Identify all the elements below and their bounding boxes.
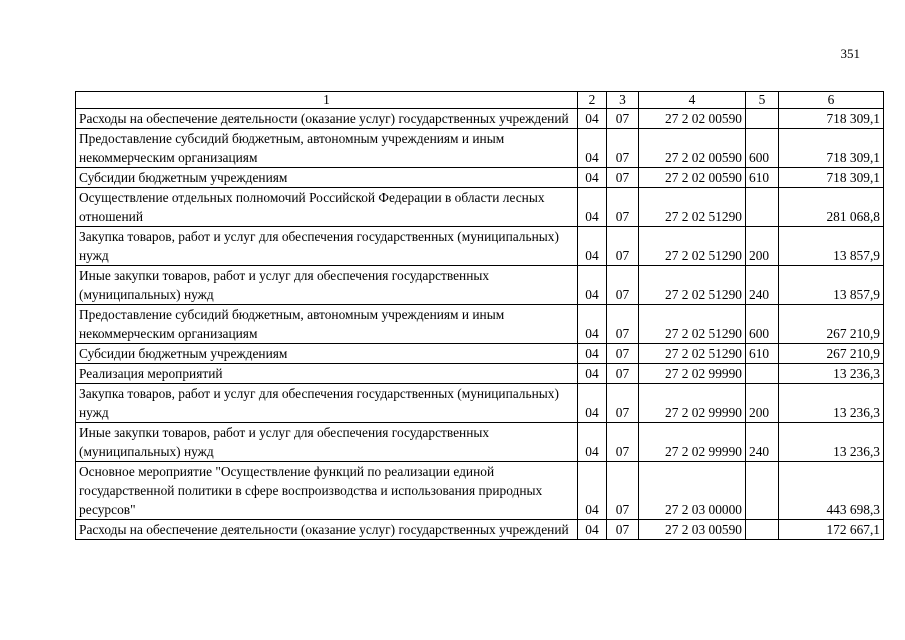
row-name-cell: Закупка товаров, работ и услуг для обеспечения государственных (муниципальных) нужд — [76, 227, 578, 266]
row-name-cell: Предоставление субсидий бюджетным, автономным учреждениям и иным некоммерческим организациям — [76, 305, 578, 344]
row-target-article-cell: 27 2 03 00590 — [639, 520, 746, 540]
header-col-3: 3 — [607, 92, 639, 109]
row-section-cell: 04 — [578, 109, 607, 129]
row-name-cell: Закупка товаров, работ и услуг для обеспечения государственных (муниципальных) нужд — [76, 384, 578, 423]
row-subsection-cell: 07 — [607, 188, 639, 227]
row-section-cell: 04 — [578, 168, 607, 188]
row-amount-cell: 13 857,9 — [779, 266, 884, 305]
row-subsection-cell: 07 — [607, 266, 639, 305]
row-target-article-cell: 27 2 02 99990 — [639, 384, 746, 423]
row-section-cell: 04 — [578, 305, 607, 344]
row-expense-type-cell: 610 — [746, 344, 779, 364]
table-row — [76, 462, 884, 520]
row-name-cell: Расходы на обеспечение деятельности (оказание услуг) государственных учреждений — [76, 520, 578, 540]
row-expense-type-cell: 200 — [746, 384, 779, 423]
row-name-cell: Иные закупки товаров, работ и услуг для обеспечения государственных (муниципальных) нужд — [76, 266, 578, 305]
row-target-article-cell: 27 2 03 00000 — [639, 462, 746, 520]
row-subsection-cell: 07 — [607, 305, 639, 344]
row-name-cell: Осуществление отдельных полномочий Российской Федерации в области лесных отношений — [76, 188, 578, 227]
table-row — [76, 129, 884, 168]
row-name-cell: Субсидии бюджетным учреждениям — [76, 168, 578, 188]
row-amount-cell: 267 210,9 — [779, 305, 884, 344]
row-target-article-cell: 27 2 02 99990 — [639, 364, 746, 384]
row-section-cell: 04 — [578, 423, 607, 462]
header-col-2: 2 — [578, 92, 607, 109]
table-row — [76, 423, 884, 462]
budget-table — [75, 91, 884, 540]
row-expense-type-cell: 610 — [746, 168, 779, 188]
row-section-cell: 04 — [578, 520, 607, 540]
table-row — [76, 305, 884, 344]
header-col-4: 4 — [639, 92, 746, 109]
row-amount-cell: 13 236,3 — [779, 423, 884, 462]
table-row — [76, 109, 884, 129]
row-section-cell: 04 — [578, 344, 607, 364]
row-section-cell: 04 — [578, 188, 607, 227]
row-subsection-cell: 07 — [607, 227, 639, 266]
row-subsection-cell: 07 — [607, 462, 639, 520]
row-name-cell: Расходы на обеспечение деятельности (оказание услуг) государственных учреждений — [76, 109, 578, 129]
row-amount-cell: 718 309,1 — [779, 168, 884, 188]
row-section-cell: 04 — [578, 462, 607, 520]
row-subsection-cell: 07 — [607, 168, 639, 188]
row-expense-type-cell: 600 — [746, 305, 779, 344]
row-subsection-cell: 07 — [607, 384, 639, 423]
row-target-article-cell: 27 2 02 51290 — [639, 344, 746, 364]
table-row — [76, 188, 884, 227]
row-expense-type-cell — [746, 364, 779, 384]
row-amount-cell: 13 236,3 — [779, 384, 884, 423]
row-amount-cell: 13 236,3 — [779, 364, 884, 384]
row-target-article-cell: 27 2 02 51290 — [639, 227, 746, 266]
row-section-cell: 04 — [578, 266, 607, 305]
row-subsection-cell: 07 — [607, 109, 639, 129]
row-amount-cell: 267 210,9 — [779, 344, 884, 364]
table-row — [76, 266, 884, 305]
row-subsection-cell: 07 — [607, 520, 639, 540]
table-row — [76, 364, 884, 384]
row-subsection-cell: 07 — [607, 423, 639, 462]
table-row — [76, 520, 884, 540]
row-subsection-cell: 07 — [607, 129, 639, 168]
row-subsection-cell: 07 — [607, 344, 639, 364]
table-row — [76, 168, 884, 188]
row-amount-cell: 718 309,1 — [779, 129, 884, 168]
row-amount-cell: 718 309,1 — [779, 109, 884, 129]
table-row — [76, 344, 884, 364]
row-target-article-cell: 27 2 02 00590 — [639, 168, 746, 188]
row-name-cell: Реализация мероприятий — [76, 364, 578, 384]
row-target-article-cell: 27 2 02 99990 — [639, 423, 746, 462]
row-section-cell: 04 — [578, 364, 607, 384]
table-row — [76, 227, 884, 266]
row-subsection-cell: 07 — [607, 364, 639, 384]
row-expense-type-cell: 200 — [746, 227, 779, 266]
table-header-row — [76, 92, 884, 109]
row-expense-type-cell — [746, 520, 779, 540]
row-amount-cell: 13 857,9 — [779, 227, 884, 266]
page-number: 351 — [840, 46, 860, 61]
header-col-5: 5 — [746, 92, 779, 109]
header-col-1: 1 — [76, 92, 578, 109]
row-section-cell: 04 — [578, 384, 607, 423]
row-name-cell: Основное мероприятие "Осуществление функций по реализации единой государственной политики в сфере воспроизводства и использования природных ресурсов" — [76, 462, 578, 520]
row-name-cell: Предоставление субсидий бюджетным, автономным учреждениям и иным некоммерческим организациям — [76, 129, 578, 168]
row-target-article-cell: 27 2 02 51290 — [639, 266, 746, 305]
row-expense-type-cell: 240 — [746, 266, 779, 305]
row-expense-type-cell: 600 — [746, 129, 779, 168]
row-amount-cell: 281 068,8 — [779, 188, 884, 227]
row-target-article-cell: 27 2 02 51290 — [639, 188, 746, 227]
row-name-cell: Субсидии бюджетным учреждениям — [76, 344, 578, 364]
row-name-cell: Иные закупки товаров, работ и услуг для обеспечения государственных (муниципальных) нужд — [76, 423, 578, 462]
row-section-cell: 04 — [578, 129, 607, 168]
row-target-article-cell: 27 2 02 00590 — [639, 109, 746, 129]
header-col-6: 6 — [779, 92, 884, 109]
row-expense-type-cell — [746, 188, 779, 227]
row-amount-cell: 172 667,1 — [779, 520, 884, 540]
row-expense-type-cell — [746, 109, 779, 129]
table-row — [76, 384, 884, 423]
row-expense-type-cell: 240 — [746, 423, 779, 462]
row-target-article-cell: 27 2 02 51290 — [639, 305, 746, 344]
row-expense-type-cell — [746, 462, 779, 520]
row-amount-cell: 443 698,3 — [779, 462, 884, 520]
row-target-article-cell: 27 2 02 00590 — [639, 129, 746, 168]
row-section-cell: 04 — [578, 227, 607, 266]
